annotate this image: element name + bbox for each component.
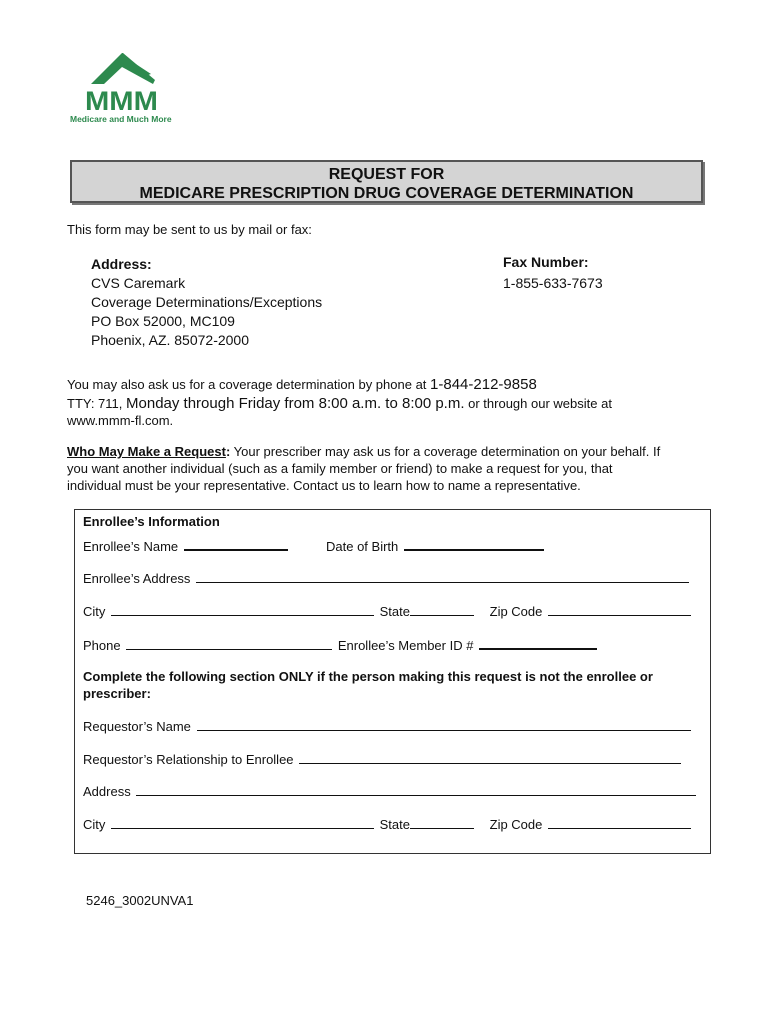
enrollee-phone-row — [83, 637, 599, 653]
fax-number: 1-855-633-7673 — [503, 275, 603, 291]
website-link: www.mmm-fl.com. — [67, 413, 174, 428]
requestor-city-row — [83, 817, 693, 832]
who-line1 — [67, 444, 660, 459]
enrollee-address-field[interactable] — [196, 571, 689, 583]
phone-info-line2 — [67, 395, 612, 412]
requestor-relationship-field[interactable] — [299, 752, 681, 764]
who-text: Your prescriber may ask us for a coverage determination on your behalf. If — [230, 444, 661, 459]
logo-tagline: Medicare and Much More — [70, 114, 172, 124]
dob-label: Date of Birth — [326, 539, 399, 554]
enrollee-heading: Enrollee’s Information — [83, 514, 220, 529]
city-label: City — [83, 604, 106, 619]
requestor-state-label: State — [379, 817, 410, 832]
member-id-field[interactable] — [479, 637, 597, 650]
phone-number: 1-844-212-9858 — [430, 376, 537, 393]
city-field[interactable] — [111, 604, 374, 616]
dob-field[interactable] — [404, 538, 544, 551]
phone-label: Phone — [83, 638, 121, 653]
requestor-relationship-label: Requestor’s Relationship to Enrollee — [83, 752, 294, 767]
state-label: State — [379, 604, 410, 619]
form-title-line1: REQUEST FOR — [328, 166, 445, 183]
requestor-city-field[interactable] — [111, 817, 374, 829]
requestor-instruction-line1: Complete the following section ONLY if the person making this request is not the enrollee or — [83, 669, 653, 684]
form-title-box — [70, 160, 703, 203]
enrollee-name-label: Enrollee’s Name — [83, 539, 179, 554]
form-title-line2: MEDICARE PRESCRIPTION DRUG COVERAGE DETERMINATION — [139, 185, 634, 202]
enrollee-name-row — [83, 538, 290, 554]
hours-text: Monday through Friday from 8:00 a.m. to 8:00 p.m. — [126, 395, 465, 412]
zip-label: Zip Code — [489, 604, 543, 619]
tty-text: TTY: 711, — [67, 396, 127, 411]
enrollee-address-row — [83, 571, 691, 586]
roof-icon — [87, 50, 157, 86]
requestor-name-label: Requestor’s Name — [83, 719, 191, 734]
website-intro: or through our website at — [464, 396, 612, 411]
phone-field[interactable] — [126, 638, 332, 650]
form-code: 5246_3002UNVA1 — [86, 893, 194, 908]
requestor-relationship-row — [83, 752, 683, 767]
address-line: Phoenix, AZ. 85072-2000 — [91, 332, 250, 348]
requestor-zip-field[interactable] — [548, 817, 691, 829]
requestor-name-row — [83, 719, 693, 734]
logo-wordmark: MMM — [85, 86, 158, 116]
requestor-name-field[interactable] — [197, 719, 691, 731]
phone-info-line1 — [67, 376, 537, 393]
requestor-address-label: Address — [83, 784, 131, 799]
address-line: CVS Caremark — [91, 275, 186, 291]
who-label: Who May Make a Request — [67, 444, 226, 459]
requestor-state-field[interactable] — [410, 817, 474, 829]
enrollee-name-field[interactable] — [184, 538, 288, 551]
member-id-label: Enrollee’s Member ID # — [337, 638, 474, 653]
requestor-city-label: City — [83, 817, 106, 832]
intro-text: This form may be sent to us by mail or fax: — [67, 222, 312, 237]
phone-info-text: You may also ask us for a coverage determination by phone at — [67, 377, 431, 392]
who-line2: you want another individual (such as a family member or friend) to make a request for you, that — [67, 461, 613, 476]
zip-field[interactable] — [548, 604, 691, 616]
mmm-logo — [68, 50, 178, 130]
who-colon: : — [225, 444, 231, 459]
requestor-zip-label: Zip Code — [489, 817, 543, 832]
who-line3: individual must be your representative. Contact us to learn how to name a representative. — [67, 478, 581, 493]
address-line: PO Box 52000, MC109 — [91, 313, 235, 329]
enrollee-address-label: Enrollee’s Address — [83, 571, 191, 586]
requestor-address-field[interactable] — [136, 784, 696, 796]
enrollee-city-row — [83, 604, 693, 619]
fax-heading: Fax Number: — [503, 254, 589, 270]
state-field[interactable] — [410, 604, 474, 616]
dob-row — [326, 538, 546, 554]
address-line: Coverage Determinations/Exceptions — [91, 294, 323, 310]
requestor-instruction-line2: prescriber: — [83, 686, 151, 701]
address-heading: Address: — [91, 256, 152, 272]
requestor-address-row — [83, 784, 698, 799]
